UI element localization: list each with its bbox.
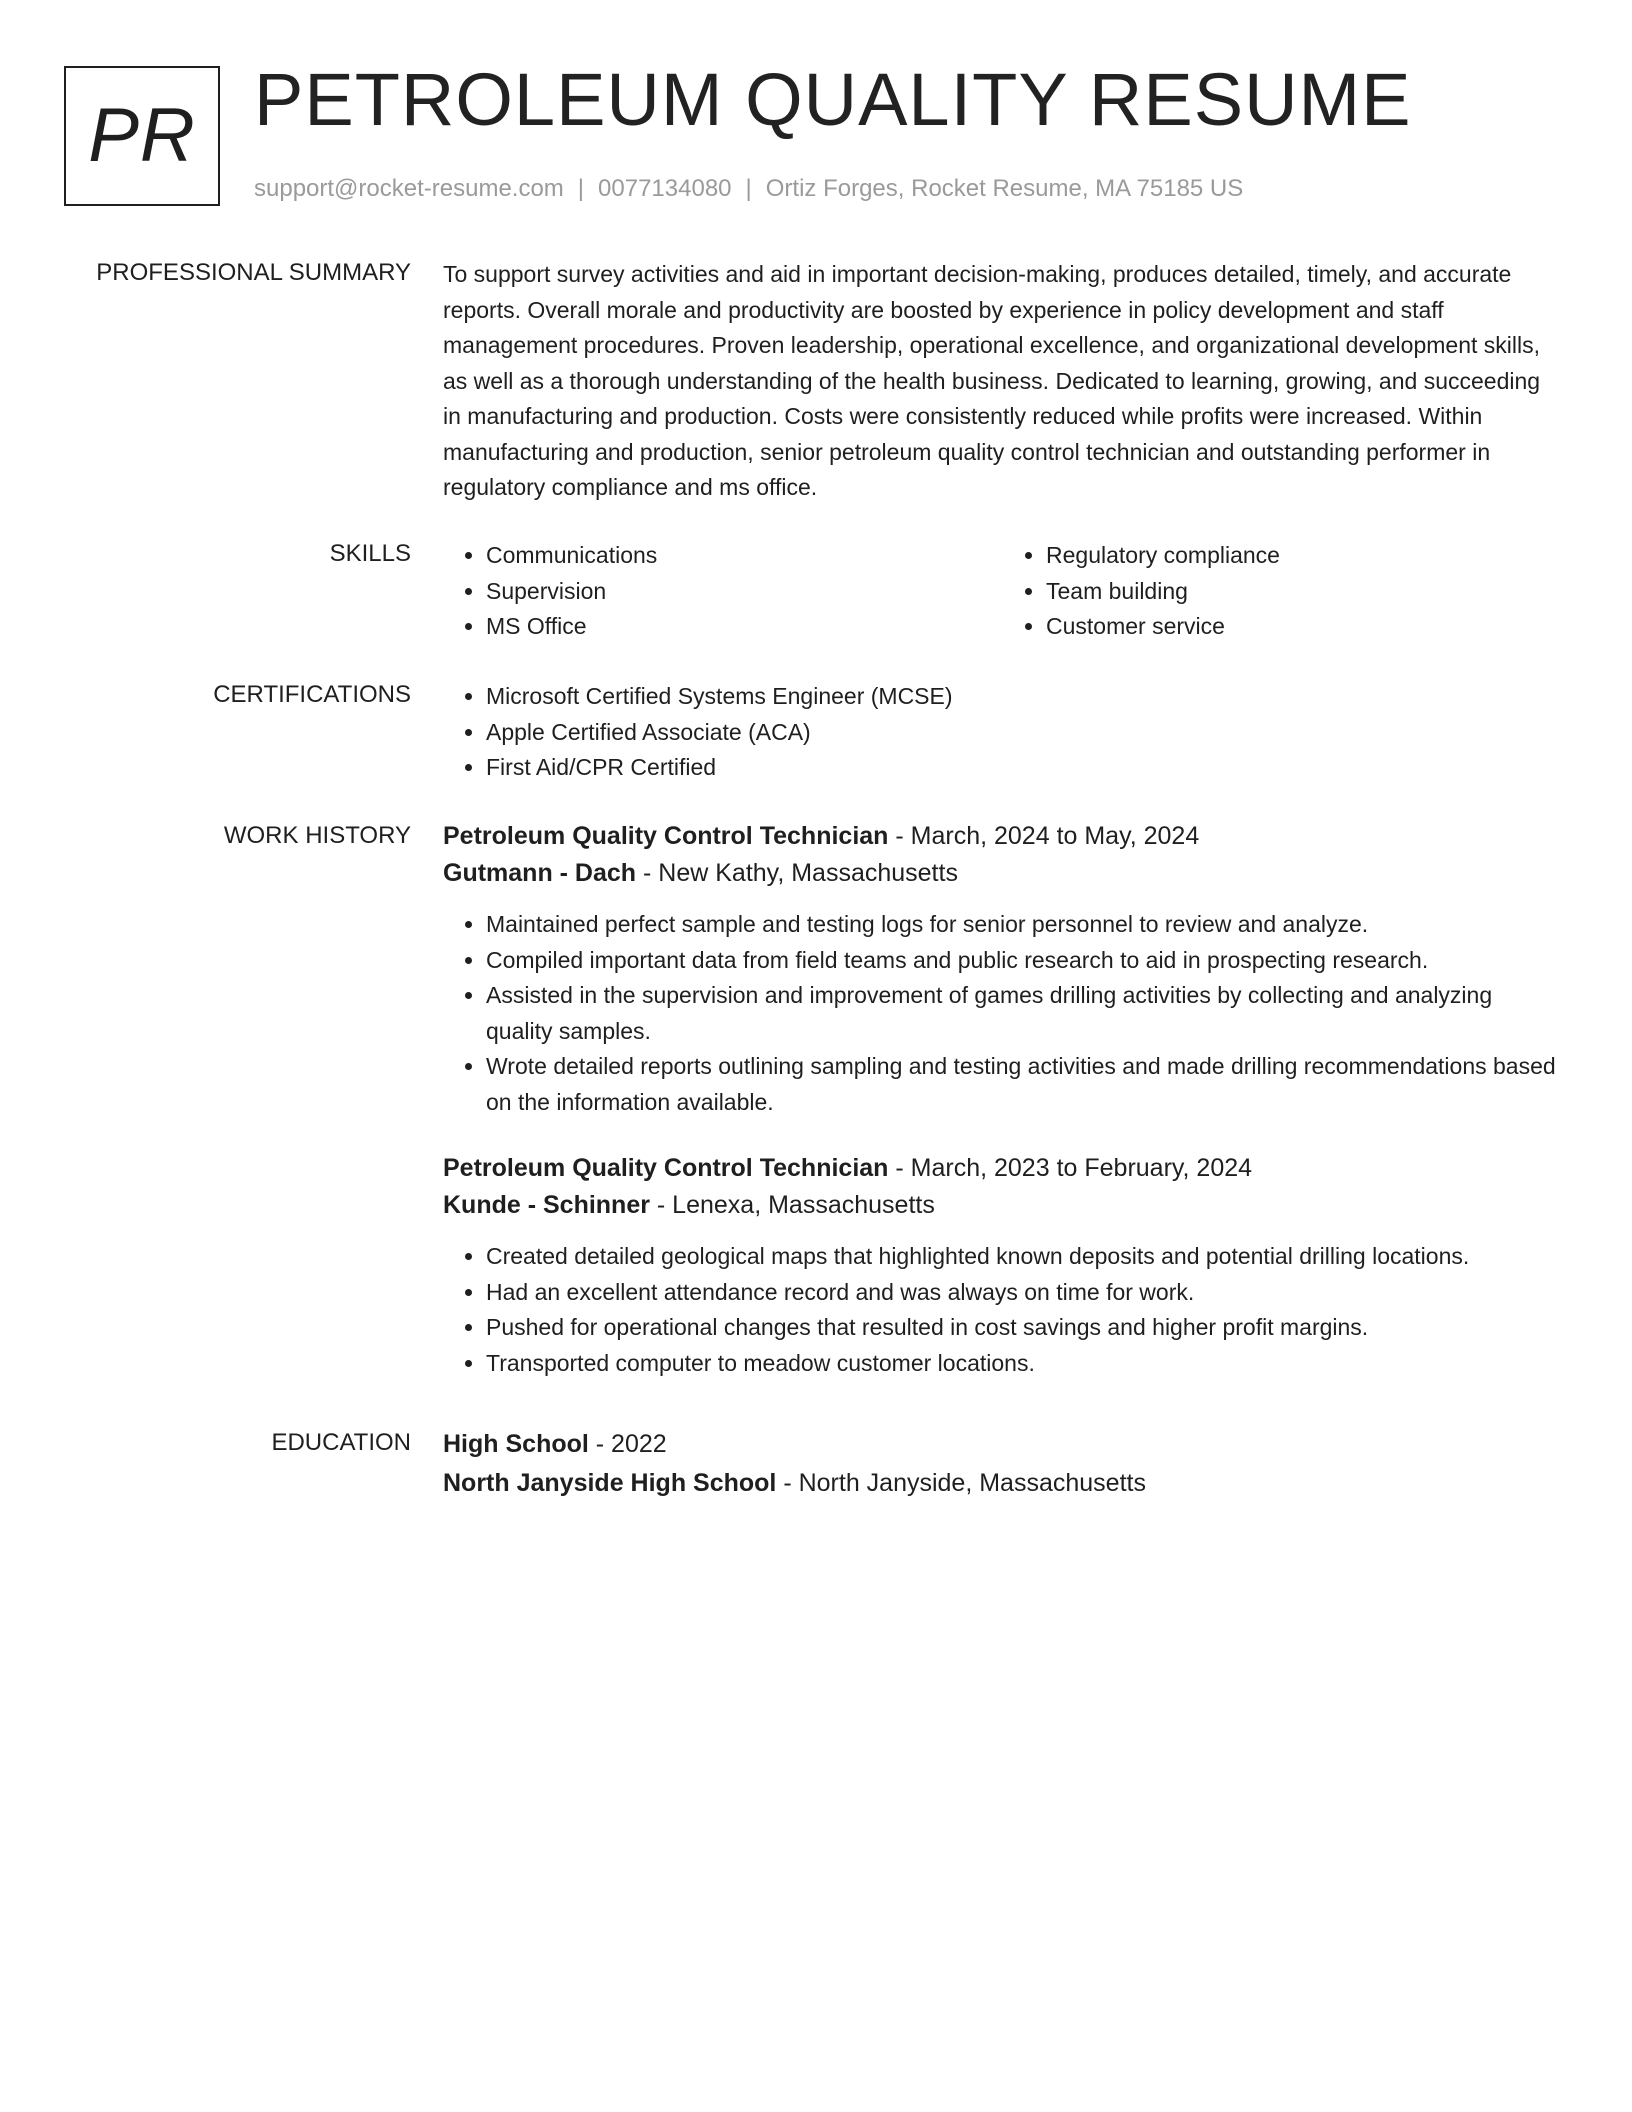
skill-item: • Regulatory compliance	[1046, 538, 1563, 574]
job-location: - New Kathy, Massachusetts	[636, 859, 958, 887]
education-location: - North Janyside, Massachusetts	[776, 1469, 1146, 1497]
contact-separator: |	[577, 175, 585, 202]
job-duty-item: • Assisted in the supervision and improvement of games drilling activities by collecting and analyzing quality samples.	[486, 978, 1563, 1049]
job-duty-item: • Compiled important data from field teams and public research to aid in prospecting research.	[486, 943, 1563, 979]
resume-title: PETROLEUM QUALITY RESUME	[254, 58, 1412, 141]
job-entry	[443, 818, 1563, 1120]
job-duty-item: • Wrote detailed reports outlining sampling and testing activities and made drilling recommendations based on the information available.	[486, 1049, 1563, 1120]
contact-phone: 0077134080	[598, 175, 732, 202]
education-heading: EDUCATION	[271, 1429, 411, 1456]
education-degree: High School	[443, 1430, 589, 1458]
certifications-list	[443, 679, 1563, 786]
contact-line	[254, 174, 1243, 204]
contact-separator: |	[745, 175, 752, 202]
summary-heading: PROFESSIONAL SUMMARY	[96, 259, 411, 286]
skills-grid	[443, 538, 1563, 645]
job-duty-item: • Maintained perfect sample and testing logs for senior personnel to review and analyze.	[486, 907, 1563, 943]
job-company: Kunde - Schinner	[443, 1191, 650, 1219]
skill-item: • MS Office	[486, 609, 1003, 645]
skill-item: • Supervision	[486, 574, 1003, 610]
work-history-heading: WORK HISTORY	[223, 822, 411, 849]
skills-column-left	[443, 538, 1003, 645]
contact-address: Ortiz Forges, Rocket Resume, MA 75185 US	[765, 175, 1244, 202]
job-company-line	[443, 855, 1563, 892]
job-duty-item: • Pushed for operational changes that resulted in cost savings and higher profit margins.	[486, 1310, 1563, 1346]
certification-item: • First Aid/CPR Certified	[486, 750, 1563, 786]
skills-heading: SKILLS	[329, 540, 411, 567]
education-school-line	[443, 1464, 1563, 1503]
contact-email: support@rocket-resume.com	[254, 175, 564, 202]
skill-item: • Communications	[486, 538, 1003, 574]
job-location: - Lenexa, Massachusetts	[649, 1191, 935, 1219]
job-title-line	[443, 818, 1563, 855]
job-duty-item: • Created detailed geological maps that highlighted known deposits and potential drilling locations.	[486, 1239, 1563, 1275]
job-duties-list	[443, 907, 1563, 1120]
monogram-initials: PR	[88, 93, 196, 178]
certifications-heading: CERTIFICATIONS	[213, 681, 411, 708]
education-degree-line	[443, 1425, 1563, 1464]
job-dates: - March, 2023 to February, 2024	[888, 1154, 1253, 1182]
summary-text: To support survey activities and aid in important decision-making, produces detailed, timely, and accurate reports. Overall morale and productivity are boosted by experience in policy development and staff management procedures. Proven leadership, operational excellence, and organizational development skills, as well as a thorough understanding of the health business. Dedicated to learning, growing, and succeeding in manufacturing and production. Costs were consistently reduced while profits were increased. Within manufacturing and production, senior petroleum quality control technician and outstanding performer in regulatory compliance and ms office.	[443, 261, 1541, 500]
job-duty-item: • Had an excellent attendance record and was always on time for work.	[486, 1275, 1563, 1311]
education-body	[443, 1425, 1563, 1503]
education-year: - 2022	[588, 1430, 667, 1458]
job-duties-list	[443, 1239, 1563, 1381]
job-duty-item: • Transported computer to meadow customer locations.	[486, 1346, 1563, 1382]
monogram-box	[64, 66, 220, 206]
skill-item: • Customer service	[1046, 609, 1563, 645]
job-dates: - March, 2024 to May, 2024	[888, 822, 1200, 850]
job-company-line	[443, 1187, 1563, 1224]
skill-item: • Team building	[1046, 574, 1563, 610]
job-title: Petroleum Quality Control Technician	[443, 1154, 889, 1182]
certification-item: • Apple Certified Associate (ACA)	[486, 715, 1563, 751]
education-school: North Janyside High School	[443, 1469, 777, 1497]
work-history-body	[443, 818, 1563, 1381]
job-entry	[443, 1150, 1563, 1381]
certifications-body	[443, 679, 1563, 786]
job-title: Petroleum Quality Control Technician	[443, 822, 889, 850]
job-title-line	[443, 1150, 1563, 1187]
job-company: Gutmann - Dach	[443, 859, 637, 887]
certification-item: • Microsoft Certified Systems Engineer (MCSE)	[486, 679, 1563, 715]
skills-column-right	[1003, 538, 1563, 645]
